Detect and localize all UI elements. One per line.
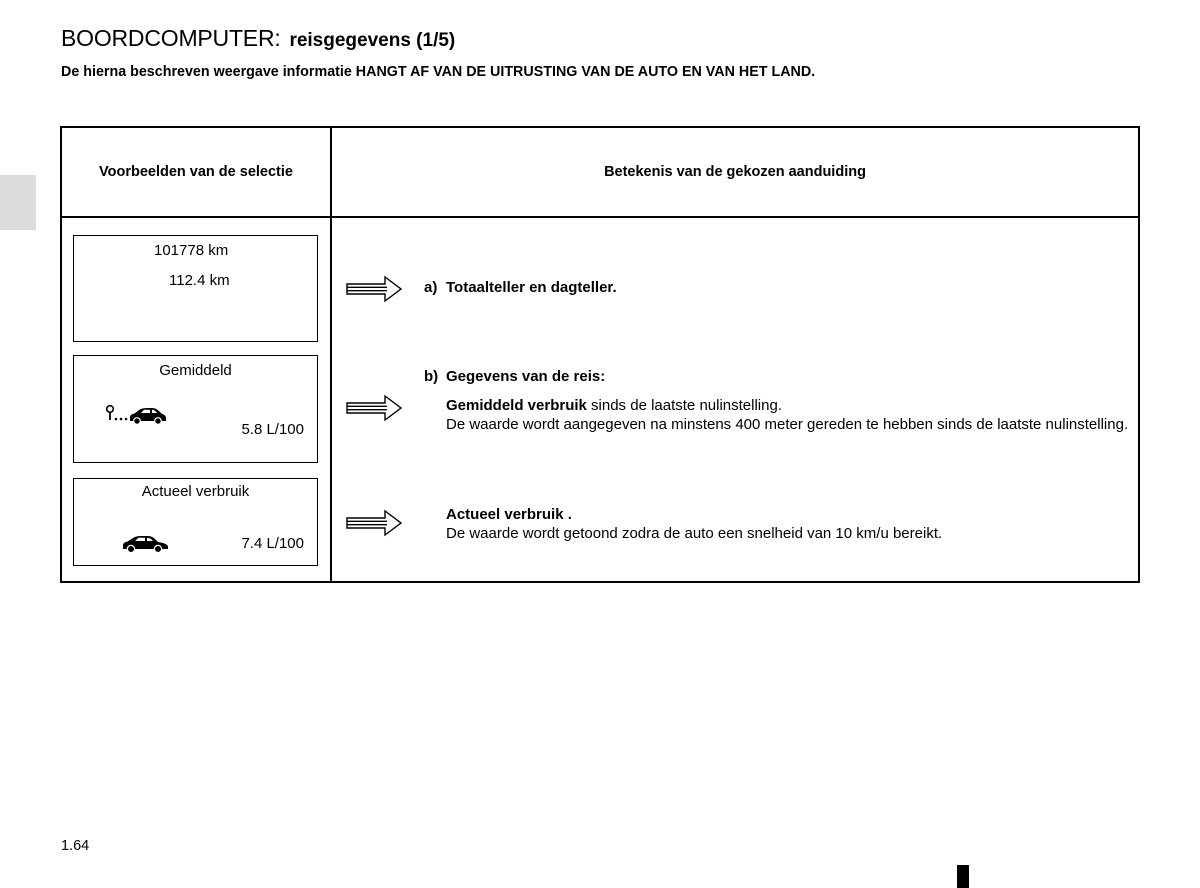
item-c-term: Actueel verbruik . xyxy=(446,506,572,523)
column-header-examples: Voorbeelden van de selectie xyxy=(99,164,293,180)
page-title xyxy=(61,19,455,51)
car-with-flag-icon xyxy=(106,404,170,426)
item-b-description xyxy=(446,396,1134,434)
title-sub: reisgegevens (1/5) xyxy=(289,30,456,51)
info-table xyxy=(60,126,1140,583)
average-label: Gemiddeld xyxy=(159,362,232,379)
double-arrow-icon xyxy=(345,508,403,538)
item-b-text2: De waarde wordt aangegeven na minstens 400 meter gereden te hebben sinds de laatste nulinstelling. xyxy=(446,416,1129,433)
display-average xyxy=(73,355,318,463)
double-arrow-icon xyxy=(345,274,403,304)
car-icon xyxy=(121,534,171,554)
item-a-letter: a) xyxy=(424,279,438,296)
page-number: 1.64 xyxy=(61,838,90,854)
item-b-letter: b) xyxy=(424,368,439,385)
double-arrow-icon xyxy=(345,393,403,423)
display-odometer xyxy=(73,235,318,342)
item-b-text: sinds de laatste nulinstelling. xyxy=(586,397,782,414)
current-label: Actueel verbruik xyxy=(141,483,250,500)
item-c-text: De waarde wordt getoond zodra de auto een snelheid van 10 km/u bereikt. xyxy=(446,525,943,542)
item-b-term: Gemiddeld verbruik xyxy=(446,397,587,414)
trip-value: 112.4 km xyxy=(169,272,230,289)
column-header-meaning: Betekenis van de gekozen aanduiding xyxy=(604,164,866,180)
item-c-description xyxy=(446,505,1134,543)
current-value: 7.4 L/100 xyxy=(241,535,304,552)
item-a-text: Totaalteller en dagteller. xyxy=(446,279,617,296)
average-value: 5.8 L/100 xyxy=(241,421,304,438)
title-main: BOORDCOMPUTER: xyxy=(61,25,281,51)
odometer-value: 101778 km xyxy=(154,242,229,259)
display-current xyxy=(73,478,318,566)
item-b-heading: Gegevens van de reis: xyxy=(446,368,606,385)
chapter-tab xyxy=(0,175,36,230)
intro-text: De hierna beschreven weergave informatie HANGT AF VAN DE UITRUSTING VAN DE AUTO EN VAN HET LAND. xyxy=(61,64,816,80)
page-corner-mark xyxy=(957,865,969,888)
header-divider xyxy=(62,216,1138,218)
